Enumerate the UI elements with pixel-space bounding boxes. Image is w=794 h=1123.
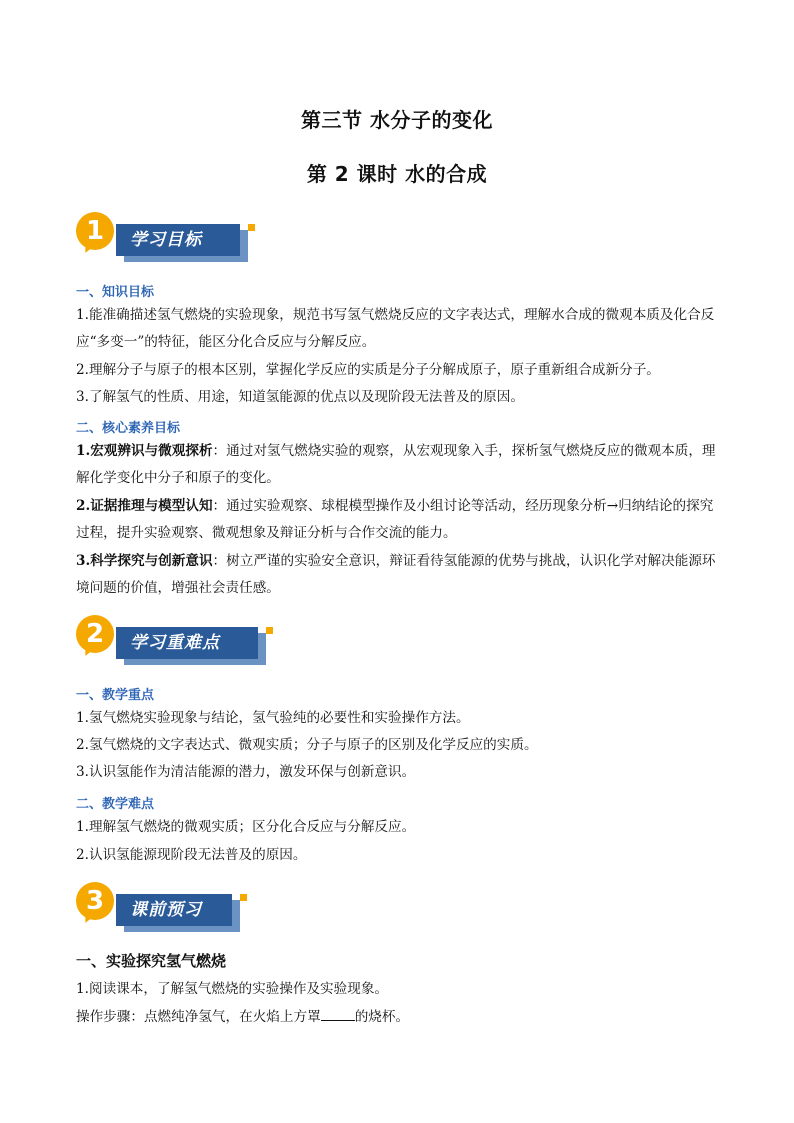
section-label: 课前预习	[116, 894, 232, 926]
badge-dot-icon	[240, 894, 247, 901]
section-label: 学习目标	[116, 224, 240, 256]
section-number: 2	[76, 615, 114, 653]
section-badge-3	[76, 882, 276, 942]
difficulty-item-1: 1.理解氢气燃烧的微观实质；区分化合反应与分解反应。	[76, 819, 416, 835]
fill-in-blank[interactable]	[321, 1008, 355, 1021]
section-label: 学习重难点	[116, 627, 258, 659]
core-goal-3-title: 3.科学探究与创新意识	[76, 553, 213, 569]
core-goals-heading: 二、核心素养目标	[76, 421, 181, 436]
core-goal-1-title: 1.宏观辨识与微观探析	[76, 443, 213, 459]
core-goal-2-text: ：通过实验观察、球棍模型操作及小组讨论等活动，经历现象分析→归纳结论的探究过程，提升实验观察、微观想象及辩证分析与合作交流的能力。	[76, 498, 714, 541]
section-number: 3	[76, 882, 114, 920]
knowledge-goal-1: 1.能准确描述氢气燃烧的实验现象，规范书写氢气燃烧反应的文字表达式，理解水合成的微观本质及化合反应“多变一”的特征，能区分化合反应与分解反应。	[76, 307, 715, 350]
badge-dot-icon	[248, 224, 255, 231]
section-number: 1	[76, 212, 114, 250]
knowledge-goals-heading: 一、知识目标	[76, 285, 155, 300]
core-goal-1	[76, 438, 720, 492]
focus-item-1: 1.氢气燃烧实验现象与结论，氢气验纯的必要性和实验操作方法。	[76, 710, 470, 726]
focus-heading: 一、教学重点	[76, 688, 155, 703]
preview-item-1: 1.阅读课本，了解氢气燃烧的实验操作及实验现象。	[76, 981, 389, 997]
knowledge-goal-3: 3.了解氢气的性质、用途，知道氢能源的优点以及现阶段无法普及的原因。	[76, 389, 524, 405]
page-title: 第三节 水分子的变化	[301, 108, 493, 132]
difficulty-heading: 二、教学难点	[76, 797, 155, 812]
core-goal-2-title: 2.证据推理与模型认知	[76, 498, 213, 514]
preview-item-2	[76, 1004, 720, 1031]
page-subtitle: 第 2 课时 水的合成	[306, 162, 488, 186]
badge-dot-icon	[266, 627, 273, 634]
preview-item-2-after: 的烧杯。	[354, 1009, 410, 1025]
preview-item-2-before: 操作步骤：点燃纯净氢气，在火焰上方罩	[76, 1009, 321, 1025]
core-goal-1-text: ：通过对氢气燃烧实验的观察，从宏观现象入手，探析氢气燃烧反应的微观本质，理解化学变化中分子和原子的变化。	[76, 443, 716, 486]
focus-item-2: 2.氢气燃烧的文字表达式、微观实质；分子与原子的区别及化学反应的实质。	[76, 737, 538, 753]
core-goal-2	[76, 493, 720, 547]
core-goal-3-text: ：树立严谨的实验安全意识，辩证看待氢能源的优势与挑战，认识化学对解决能源环境问题的价值，增强社会责任感。	[76, 553, 716, 596]
knowledge-goal-2: 2.理解分子与原子的根本区别，掌握化学反应的实质是分子分解成原子，原子重新组合成新分子。	[76, 362, 660, 378]
section-badge-1	[76, 212, 276, 272]
section-badge-2	[76, 615, 276, 675]
core-goal-3	[76, 548, 720, 602]
focus-item-3: 3.认识氢能作为清洁能源的潜力，激发环保与创新意识。	[76, 764, 416, 780]
difficulty-item-2: 2.认识氢能源现阶段无法普及的原因。	[76, 847, 307, 863]
preview-heading: 一、实验探究氢气燃烧	[76, 952, 227, 970]
